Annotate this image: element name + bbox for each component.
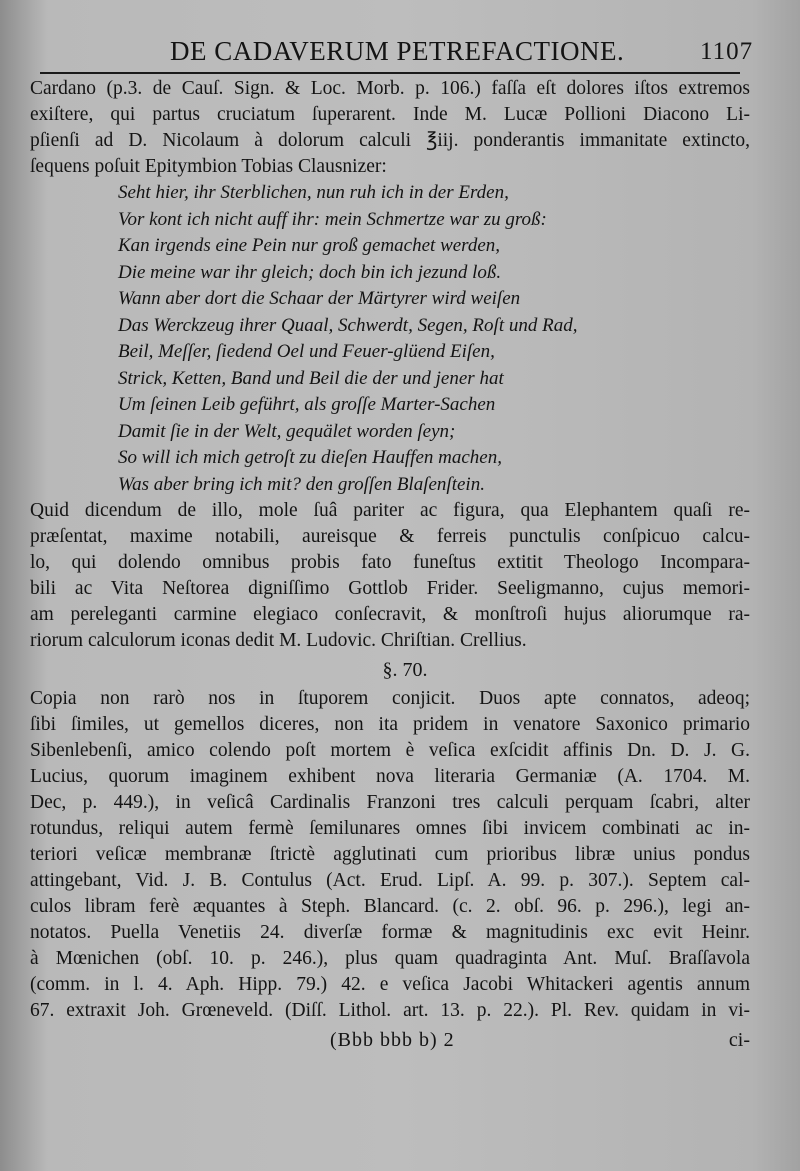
text-line: am pereleganti carmine elegiaco conſecravit, & monſtroſi hujus aliorumque ra-: [30, 604, 750, 625]
catchword: ci-: [728, 1029, 750, 1051]
text-line: præſentat, maxime notabili, aureisque & ferreis punctulis conſpicuo calcu-: [30, 526, 750, 547]
verse-line: Um ſeinen Leib geführt, als groſſe Marter-Sachen: [118, 394, 496, 415]
verse-line: So will ich mich getroſt zu dieſen Hauffen machen,: [118, 447, 502, 468]
text-line: notatos. Puella Venetiis 24. diverſæ formæ & magnitudinis exc evit Heinr.: [30, 922, 750, 943]
header-rule: [40, 72, 740, 74]
paragraph-3: [30, 686, 750, 1024]
section-heading: §. 70.: [382, 659, 428, 681]
text-line: Sibenlebenſi, amico colendo poſt mortem è veſica exſcidit affinis Dn. D. J. G.: [30, 740, 750, 761]
verse-line: Das Werckzeug ihrer Quaal, Schwerdt, Segen, Roſt und Rad,: [118, 314, 578, 336]
verse-line: Kan irgends eine Pein nur groß gemachet werden,: [118, 235, 501, 256]
page-number: 1107: [700, 38, 754, 65]
text-line: à Mœnichen (obſ. 10. p. 246.), plus quam quadraginta Ant. Muſ. Braſſavola: [30, 948, 750, 969]
paragraph-2: [30, 498, 750, 654]
text-line: culos libram ferè æquantes à Steph. Blancard. (c. 2. obſ. 96. p. 296.), legi an-: [30, 896, 750, 917]
page-header: [0, 32, 800, 72]
text-line: attingebant, Vid. J. B. Contulus (Act. Erud. Lipſ. A. 99. p. 307.). Septem cal-: [30, 870, 750, 891]
verse-line: Die meine war ihr gleich; doch bin ich jezund loß.: [118, 261, 502, 283]
text-line: bili ac Vita Neſtorea digniſſimo Gottlob Frider. Seeligmanno, cujus memori-: [30, 578, 750, 599]
body-text: [30, 76, 750, 1056]
text-line: rotundus, reliqui autem fermè ſemilunares omnes ſibi invicem combinati ac in-: [30, 818, 750, 839]
epitaph-verse: [118, 180, 738, 498]
text-line: Copia non rarò nos in ſtuporem conjicit. Duos apte connatos, adeoq;: [30, 688, 750, 709]
text-line: Dec, p. 449.), in veſicâ Cardinalis Franzoni tres calculi perquam ſcabri, alter: [30, 792, 750, 813]
signature-mark: (Bbb bbb b) 2: [330, 1029, 455, 1051]
verse-line: Seht hier, ihr Sterblichen, nun ruh ich in der Erden,: [118, 182, 509, 203]
text-line: riorum calculorum iconas dedit M. Ludovic. Chriſtian. Crellius.: [30, 630, 527, 651]
text-line: Cardano (p.3. de Cauſ. Sign. & Loc. Morb. p. 106.) faſſa eſt dolores iſtos extremos: [30, 78, 750, 99]
verse-line: Wann aber dort die Schaar der Märtyrer wird weiſen: [118, 288, 521, 309]
verse-line: Was aber bring ich mit? den groſſen Blaſenſtein.: [118, 473, 485, 495]
running-title: DE CADAVERUM PETREFACTIONE.: [170, 36, 625, 66]
text-line: ſequens poſuit Epitymbion Tobias Clausnizer:: [30, 156, 387, 177]
text-line: Quid dicendum de illo, mole ſuâ pariter ac figura, qua Elephantem quaſi re-: [30, 500, 750, 521]
page-footer: [30, 1024, 750, 1056]
verse-line: Vor kont ich nicht auff ihr: mein Schmertze war zu groß:: [118, 208, 547, 230]
verse-line: Strick, Ketten, Band und Beil die der und jener hat: [118, 367, 504, 389]
text-line: 67. extraxit Joh. Grœneveld. (Diſſ. Lithol. art. 13. p. 22.). Pl. Rev. quidam in vi-: [30, 1000, 750, 1021]
verse-line: Beil, Meſſer, ſiedend Oel und Feuer-glüend Eiſen,: [118, 341, 495, 362]
text-line: Lucius, quorum imaginem exhibent nova literaria Germaniæ (A. 1704. M.: [30, 766, 750, 787]
text-line: lo, qui dolendo omnibus probis fato funeſtus extitit Theologo Incompara-: [30, 552, 750, 573]
paragraph-1: [30, 76, 750, 180]
text-line: exiſtere, qui partus cruciatum ſuperarent. Inde M. Lucæ Pollioni Diacono Li-: [30, 104, 750, 125]
text-line: pſienſi ad D. Nicolaum à dolorum calculi ℥iij. ponderantis immanitate extincto,: [30, 130, 750, 151]
text-line: teriori veſicæ membranæ ſtrictè agglutinati cum prioribus libræ unius pondus: [30, 844, 750, 865]
text-line: ſibi ſimiles, ut gemellos diceres, non ita pridem in venatore Saxonico primario: [30, 714, 750, 735]
verse-line: Damit ſie in der Welt, gequälet worden ſeyn;: [118, 420, 456, 442]
text-line: (comm. in l. 4. Aph. Hipp. 79.) 42. e veſica Jacobi Whitackeri agentis annum: [30, 974, 750, 995]
